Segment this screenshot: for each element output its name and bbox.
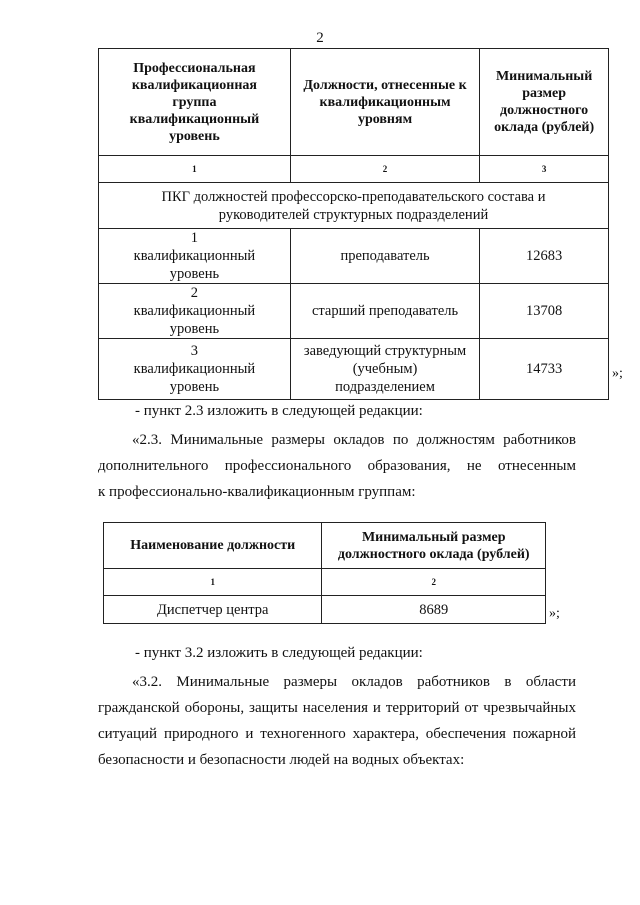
- position-cell: преподаватель: [290, 229, 479, 284]
- column-number-row: [99, 156, 609, 183]
- paragraph-item-2-3: - пункт 2.3 изложить в следующей редакции:: [135, 403, 423, 419]
- paragraph-item-3-2: - пункт 3.2 изложить в следующей редакции:: [135, 645, 423, 661]
- position-cell: Диспетчер центра: [104, 596, 322, 624]
- paragraph-2-3-line-1: «2.3. Минимальные размеры окладов по должностям работников: [132, 432, 576, 448]
- salary-cell: 12683: [480, 229, 609, 284]
- table-header-row: [99, 49, 609, 156]
- table-row: [99, 284, 609, 339]
- position-cell: старший преподаватель: [290, 284, 479, 339]
- group-title-row: [99, 183, 609, 229]
- paragraph-3-2-line-2: гражданской обороны, защиты населения и территорий от чрезвычайных: [98, 700, 576, 716]
- level-cell: 1 квалификационный уровень: [99, 229, 291, 284]
- table1-closing-quote: »;: [612, 366, 623, 381]
- header-position-name: Наименование должности: [104, 523, 322, 569]
- column-number-1: 1: [99, 156, 291, 183]
- salary-table-additional: [103, 522, 546, 624]
- column-number-1: 1: [104, 569, 322, 596]
- paragraph-3-2-line-1: «3.2. Минимальные размеры окладов работников в области: [132, 674, 576, 690]
- table-row: [99, 229, 609, 284]
- paragraph-3-2-line-4: безопасности и безопасности людей на водных объектах:: [98, 752, 465, 768]
- column-number-2: 2: [322, 569, 546, 596]
- paragraph-2-3-line-2: дополнительного профессионального образования, не отнесенным: [98, 458, 576, 474]
- paragraph-3-2-line-3: ситуаций природного и техногенного характера, обеспечения пожарной: [98, 726, 576, 742]
- table-row: [104, 596, 546, 624]
- position-cell: заведующий структурным (учебным) подразделением: [290, 339, 479, 400]
- table2-closing-quote: »;: [549, 606, 560, 621]
- header-min-salary: Минимальный размер должностного оклада (рублей): [322, 523, 546, 569]
- header-qualification-group: Профессиональная квалификационная группа квалификационный уровень: [99, 49, 291, 156]
- level-cell: 2 квалификационный уровень: [99, 284, 291, 339]
- table-row: [99, 339, 609, 400]
- group-title: ПКГ должностей профессорско-преподавательского состава и руководителей структурных подразделений: [99, 183, 609, 229]
- salary-cell: 14733: [480, 339, 609, 400]
- table-header-row: [104, 523, 546, 569]
- paragraph-2-3-line-3: к профессионально-квалификационным группам:: [98, 484, 416, 500]
- page-number: 2: [316, 30, 324, 46]
- header-min-salary: Минимальный размер должностного оклада (рублей): [480, 49, 609, 156]
- column-number-row: [104, 569, 546, 596]
- header-positions: Должности, отнесенные к квалификационным уровням: [290, 49, 479, 156]
- salary-table-pkg: [98, 48, 609, 400]
- level-cell: 3 квалификационный уровень: [99, 339, 291, 400]
- column-number-2: 2: [290, 156, 479, 183]
- salary-cell: 8689: [322, 596, 546, 624]
- salary-cell: 13708: [480, 284, 609, 339]
- column-number-3: 3: [480, 156, 609, 183]
